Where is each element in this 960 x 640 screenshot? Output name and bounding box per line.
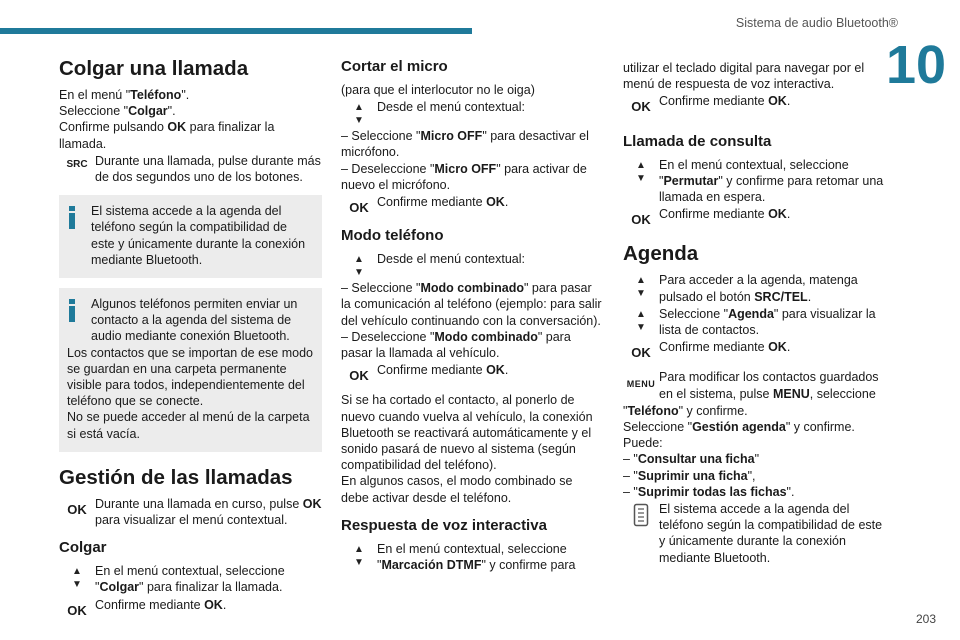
paragraph: En el menú "Teléfono". [59,88,190,102]
arrows-instruction: ▲ ▼ Desde el menú contextual: [341,251,603,279]
up-down-arrows-icon: ▲ ▼ [636,275,646,300]
column-3: utilizar el teclado digital para navegar por el menú de respuesta de voz interactiva. OK Confirme mediante OK. Llamada de consulta ▲ ▼ En el menú contextual, seleccione "Permutar" y confirme para retomar una llamada en espera. OK Confirme mediante OK. Agenda ▲ ▼ Para acceder a la agenda, matenga pulsado el botón SRC/TEL. ▲ ▼ Seleccione "Agenda" para visualizar la lista de contactos. OK Confirme mediante OK. MENU Para modificar los contactos guardados en el sistema, pulse MENU, seleccione "Teléfono" y confirme. Seleccione "Gestión agenda" y confirme. Puede: – "Consultar una ficha" – "Suprimir una ficha", – "Suprimir todas las fichas". El sistema accede a la agenda del teléfono según la compatibilidad de este y únicamente durante la conexión mediante Bluetooth. [623,61,884,565]
phone-icon [623,501,659,527]
header-accent-bar [0,28,472,34]
up-down-arrows-icon: ▲ ▼ [354,254,364,279]
arrows-instruction: ▲ ▼ Seleccione "Agenda" para visualizar la lista de contactos. [623,306,885,338]
info-icon [69,299,75,322]
arrows-instruction: ▲ ▼ Desde el menú contextual: [341,99,603,127]
ok-icon: OK [631,212,651,228]
ok-icon: OK [67,501,87,517]
heading-gestion-llamadas: Gestión de las llamadas [59,465,293,489]
page-number: 203 [915,612,936,626]
column-1 [59,48,322,620]
menu-instruction: MENU Para modificar los contactos guardados en el sistema, pulse MENU, seleccione [623,369,885,401]
ok-icon: OK [631,345,651,361]
chapter-number: 10 [886,35,947,95]
ok-instruction: OK Confirme mediante OK. [59,597,322,619]
heading-colgar-llamada: Colgar una llamada [59,57,249,80]
ok-icon: OK [349,368,369,384]
ok-instruction: OK Confirme mediante OK. [623,93,885,115]
src-tel-icon: SRC [66,158,88,170]
arrows-instruction: ▲ ▼ Para acceder a la agenda, matenga pulsado el botón SRC/TEL. [623,272,885,304]
info-box: Algunos teléfonos permiten enviar un contacto a la agenda del sistema de audio mediante conexión Bluetooth. Los contactos que se importan de ese modo se guardan en una carpeta permanente visible para todos, independientemente del teléfono que se conecte. No se puede acceder al menú de la carpeta si está vacía. [59,288,322,452]
up-down-arrows-icon: ▲ ▼ [354,543,364,568]
header-title: Sistema de audio Bluetooth® [735,16,898,30]
heading-respuesta-voz: Respuesta de voz interactiva [341,516,547,534]
menu-button-icon: MENU [626,379,656,390]
arrows-instruction: ▲ ▼ En el menú contextual, seleccione "Marcación DTMF" y confirme para [341,541,603,573]
paragraph: Seleccione "Colgar". [59,104,176,119]
info-box: El sistema accede a la agenda del teléfono según la compatibilidad de este y únicamente durante la conexión mediante Bluetooth. [59,195,322,278]
info-icon [69,206,75,229]
note-instruction: El sistema accede a la agenda del teléfono según la compatibilidad de este y únicamente durante la conexión mediante Bluetooth. [623,501,885,566]
arrows-instruction: ▲ ▼ En el menú contextual, seleccione "Colgar" para finalizar la llamada. [59,563,322,595]
ok-instruction: OK Confirme mediante OK. [341,362,603,384]
up-down-arrows-icon: ▲ ▼ [354,102,364,127]
heading-colgar: Colgar [59,539,107,557]
ok-icon: OK [67,602,87,618]
src-instruction: SRC Durante una llamada, pulse durante más de dos segundos uno de los botones. [59,153,322,185]
ok-icon: OK [631,99,651,115]
up-down-arrows-icon: ▲ ▼ [636,308,646,333]
ok-icon: OK [349,200,369,216]
column-2: Cortar el micro (para que el interlocutor no le oiga) ▲ ▼ Desde el menú contextual: – Seleccione "Micro OFF" para desactivar el micrófono. – Deseleccione "Micro OFF" para activar de nuevo el micrófono. OK Confirme mediante OK. Modo teléfono ▲ ▼ Desde el menú contextual: – Seleccione "Modo combinado" para pasar la comunicación al teléfono (ejemplo: para salir del vehículo continuando con la conversación). – Deseleccione "Modo combinado" para pasar la llamada al vehículo. OK Confirme mediante OK. Si se ha cortado el contacto, al ponerlo de nuevo cuando vuelva al vehículo, la conexión Bluetooth se reactivará automáticamente y el sonido pasará de nuevo al sistema (según compatibilidad del teléfono). En algunos casos, el modo combinado se debe activar desde el teléfono. Respuesta de voz interactiva ▲ ▼ En el menú contextual, seleccione "Marcación DTMF" y confirme para [341,58,602,573]
ok-instruction: OK Confirme mediante OK. [623,206,885,228]
up-down-arrows-icon: ▲ ▼ [72,566,82,591]
up-down-arrows-icon: ▲ ▼ [636,159,646,184]
heading-llamada-consulta: Llamada de consulta [623,132,772,150]
ok-instruction: OK Durante una llamada en curso, pulse OK para visualizar el menú contextual. [59,496,322,528]
paragraph: Confirme pulsando OK para finalizar la llamada. [59,120,275,151]
ok-instruction: OK Confirme mediante OK. [341,194,603,216]
heading-agenda: Agenda [623,242,699,266]
heading-modo-telefono: Modo teléfono [341,227,444,245]
arrows-instruction: ▲ ▼ En el menú contextual, seleccione "Permutar" y confirme para retomar una llamada en espera. [623,157,885,206]
heading-cortar-micro: Cortar el micro [341,58,448,75]
ok-instruction: OK Confirme mediante OK. [623,339,885,361]
